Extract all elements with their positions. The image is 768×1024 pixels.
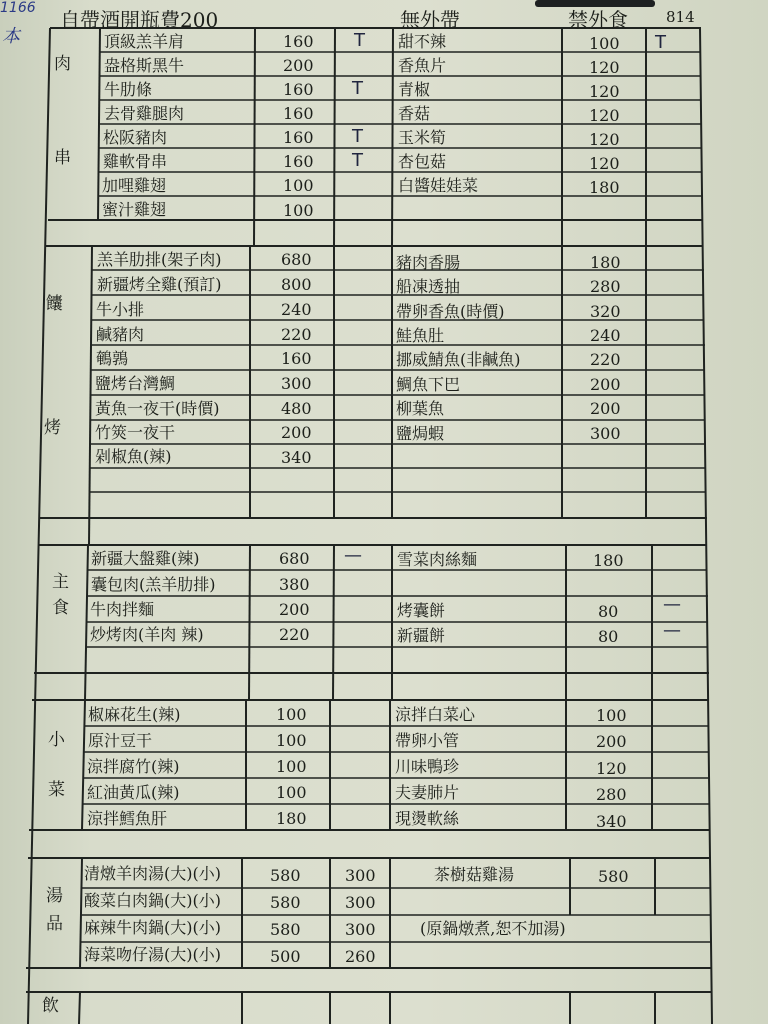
- menu-item-price: 240: [281, 300, 312, 319]
- menu-item-name: 新疆烤全雞(預訂): [97, 275, 222, 294]
- menu-item-price: 680: [279, 549, 310, 568]
- menu-item-name: 頂級羔羊肩: [104, 32, 185, 51]
- category-side-label-1: 小: [48, 730, 65, 750]
- category-soup-label-2: 品: [46, 914, 63, 934]
- handwritten-dash-mark: —: [344, 545, 362, 566]
- menu-item-name: 新疆大盤雞(辣): [91, 549, 200, 568]
- menu-item-price: 240: [590, 326, 621, 345]
- category-staple-label-2: 食: [52, 598, 69, 618]
- menu-item-name: 豬肉香腸: [396, 253, 461, 272]
- handwritten-tally-mark: T: [352, 78, 363, 99]
- menu-item-name: 杏包菇: [398, 152, 447, 171]
- menu-item-price: 160: [283, 104, 314, 123]
- menu-item-price-small: 300: [345, 866, 376, 885]
- handwritten-tally-mark: T: [655, 32, 666, 53]
- menu-item-name: 剁椒魚(辣): [95, 447, 172, 466]
- menu-item-name: 羔羊肋排(架子肉): [97, 250, 222, 269]
- menu-item-name: 船凍透抽: [396, 277, 461, 296]
- menu-item-price: 160: [283, 80, 314, 99]
- menu-item-price-large: 580: [270, 866, 301, 885]
- menu-item-name: 蜜汁雞翅: [102, 200, 167, 219]
- menu-item-name: 盎格斯黑牛: [104, 56, 185, 75]
- menu-item-name: 囊包肉(羔羊肋排): [91, 575, 216, 594]
- handwritten-dash-mark: —: [663, 594, 681, 615]
- handwritten-tally-mark: T: [352, 150, 363, 171]
- menu-item-price: 120: [589, 82, 620, 101]
- menu-item-price: 200: [590, 375, 621, 394]
- menu-item-price-large: 500: [270, 947, 301, 966]
- menu-item-price-small: 300: [345, 893, 376, 912]
- menu-item-price: 80: [598, 627, 619, 646]
- menu-item-price-large: 580: [270, 920, 301, 939]
- menu-item-price: 100: [283, 176, 314, 195]
- menu-item-name: 涼拌白菜心: [395, 705, 476, 724]
- category-side-label-2: 菜: [48, 780, 65, 800]
- menu-item-price: 340: [596, 812, 627, 831]
- handwritten-dash-mark: —: [663, 620, 681, 641]
- menu-item-price: 200: [279, 600, 310, 619]
- menu-item-name: 青椒: [398, 80, 431, 99]
- menu-item-price: 100: [283, 201, 314, 220]
- menu-item-name: 川味鴨珍: [395, 757, 460, 776]
- menu-item-price: 680: [281, 250, 312, 269]
- menu-item-price-small: 260: [345, 947, 376, 966]
- category-skewer-label-2: 串: [54, 148, 71, 168]
- menu-item-price: 180: [589, 178, 620, 197]
- menu-item-price: 100: [589, 34, 620, 53]
- menu-item-price: 80: [598, 602, 619, 621]
- menu-item-name: 涼拌鱈魚肝: [87, 809, 168, 828]
- menu-item-name: 帶卵小管: [395, 731, 460, 750]
- menu-item-price: 480: [281, 399, 312, 418]
- menu-item-name: 牛肉拌麵: [90, 600, 155, 619]
- menu-item-price: 120: [589, 106, 620, 125]
- menu-item-price: 200: [596, 732, 627, 751]
- menu-item-price: 180: [276, 809, 307, 828]
- category-skewer-label-1: 肉: [54, 54, 71, 74]
- menu-item-price: 100: [596, 706, 627, 725]
- menu-item-name: 牛小排: [96, 300, 145, 319]
- menu-item-price: 300: [281, 374, 312, 393]
- menu-item-price: 160: [283, 152, 314, 171]
- menu-item-name: 雪菜肉絲麵: [397, 550, 478, 569]
- menu-item-price: 120: [589, 154, 620, 173]
- menu-item-name: 烤囊餅: [397, 601, 446, 620]
- menu-item-price: 100: [276, 731, 307, 750]
- menu-item-name: 鵪鶉: [96, 349, 129, 368]
- menu-item-name: 麻辣牛肉鍋(大)(小): [84, 918, 221, 937]
- menu-item-name: 香菇: [398, 104, 431, 123]
- menu-item-price: 320: [590, 302, 621, 321]
- menu-item-name: 竹筴一夜干: [95, 423, 176, 442]
- menu-item-price: 100: [276, 705, 307, 724]
- menu-item-price: 120: [596, 759, 627, 778]
- menu-item-price: 120: [589, 130, 620, 149]
- menu-item-price: 280: [596, 785, 627, 804]
- menu-item-name: 加哩雞翅: [102, 176, 167, 195]
- menu-item-name: 茶樹菇雞湯: [434, 865, 515, 884]
- menu-item-price: 160: [281, 349, 312, 368]
- menu-item-name: 夫妻肺片: [395, 783, 460, 802]
- handwritten-tally-mark: T: [352, 126, 363, 147]
- menu-item-price: 160: [283, 128, 314, 147]
- menu-item-name: 椒麻花生(辣): [88, 705, 181, 724]
- menu-item-name: 柳葉魚: [396, 399, 445, 418]
- menu-item-name: 鹽烤台灣鯛: [95, 374, 176, 393]
- header-corkage-fee: 自帶酒開瓶費200: [60, 8, 219, 32]
- menu-item-price: 220: [279, 625, 310, 644]
- menu-item-name: 去骨雞腿肉: [104, 104, 185, 123]
- menu-item-price: 380: [279, 575, 310, 594]
- menu-item-price: 340: [281, 448, 312, 467]
- category-soup-label-1: 湯: [46, 886, 63, 906]
- menu-item-name: 香魚片: [398, 56, 447, 75]
- menu-item-name: 鯛魚下巴: [396, 375, 461, 394]
- menu-item-price: 180: [593, 551, 624, 570]
- menu-item-name: 牛肋條: [104, 80, 153, 99]
- handwritten-tally-mark: T: [354, 30, 365, 51]
- menu-item-name: 雞軟骨串: [103, 152, 168, 171]
- menu-item-name: 新疆餅: [397, 626, 446, 645]
- category-roast-label-2: 烤: [44, 418, 61, 438]
- menu-item-price: 220: [281, 325, 312, 344]
- menu-item-price: 280: [590, 277, 621, 296]
- page-number: 814: [666, 8, 695, 26]
- handwritten-note-number: 1166: [0, 0, 36, 16]
- menu-item-price: 200: [281, 423, 312, 442]
- menu-item-price: 180: [590, 253, 621, 272]
- menu-item-price: 580: [598, 867, 629, 886]
- menu-item-price-large: 580: [270, 893, 301, 912]
- menu-item-name: 海菜吻仔湯(大)(小): [84, 945, 221, 964]
- menu-item-name: 紅油黃瓜(辣): [87, 783, 180, 802]
- category-roast-label-1: 饢: [46, 294, 63, 314]
- category-staple-label-1: 主: [52, 572, 69, 592]
- menu-item-name: 甜不辣: [398, 32, 447, 51]
- menu-item-name: 松阪豬肉: [103, 128, 168, 147]
- menu-item-name: 清燉羊肉湯(大)(小): [84, 864, 221, 883]
- menu-item-price: 300: [590, 424, 621, 443]
- soup-note: (原鍋燉煮,恕不加湯): [420, 919, 566, 938]
- header-no-takeout: 無外帶: [400, 8, 460, 32]
- menu-item-name: 現燙軟絲: [395, 809, 460, 828]
- menu-item-name: 白醬娃娃菜: [398, 176, 479, 195]
- menu-item-price: 800: [281, 275, 312, 294]
- menu-item-price: 120: [589, 58, 620, 77]
- menu-item-name: 鹽焗蝦: [396, 424, 445, 443]
- menu-item-name: 挪威鯖魚(非鹹魚): [396, 350, 521, 369]
- menu-item-name: 涼拌腐竹(辣): [87, 757, 180, 776]
- header-no-outside-food: 禁外食: [568, 8, 628, 32]
- category-drink-label: 飲: [42, 996, 59, 1016]
- menu-item-name: 玉米筍: [398, 128, 447, 147]
- menu-item-price: 220: [590, 350, 621, 369]
- menu-item-price: 200: [283, 56, 314, 75]
- menu-item-name: 酸菜白肉鍋(大)(小): [84, 891, 221, 910]
- menu-item-price: 100: [276, 783, 307, 802]
- menu-item-name: 帶卵香魚(時價): [396, 302, 505, 321]
- menu-item-price: 160: [283, 32, 314, 51]
- handwritten-note-char: 本: [2, 26, 20, 47]
- menu-item-name: 鹹豬肉: [96, 325, 145, 344]
- menu-item-price-small: 300: [345, 920, 376, 939]
- menu-item-name: 鮭魚肚: [396, 326, 445, 345]
- menu-item-name: 原汁豆干: [88, 731, 153, 750]
- menu-item-price: 100: [276, 757, 307, 776]
- menu-item-name: 炒烤肉(羊肉 辣): [90, 625, 204, 644]
- menu-item-name: 黃魚一夜干(時價): [95, 399, 220, 418]
- menu-item-price: 200: [590, 399, 621, 418]
